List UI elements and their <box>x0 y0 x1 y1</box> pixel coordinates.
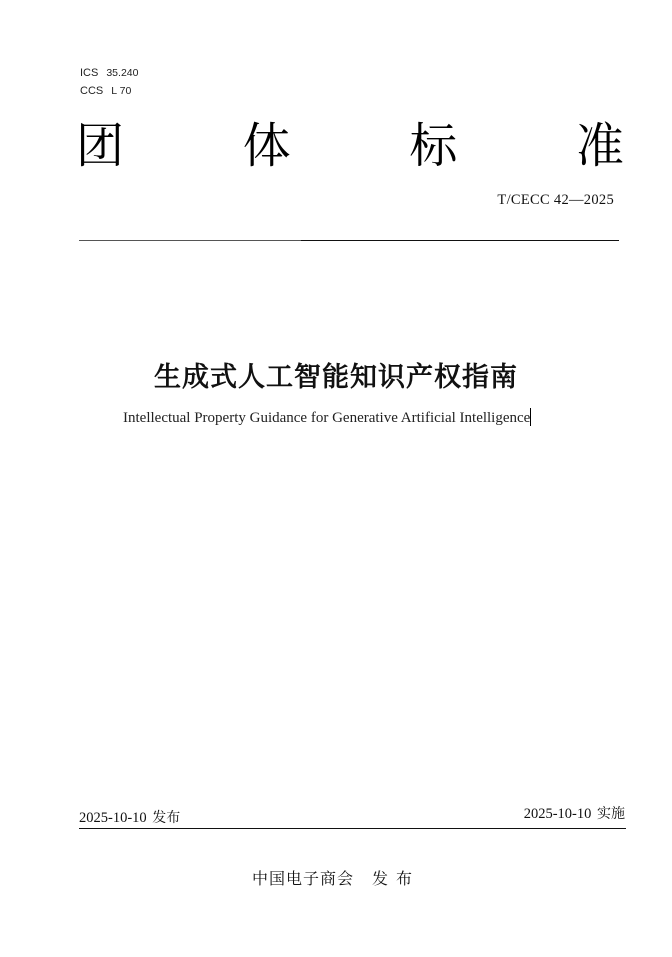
implement-date <box>524 803 625 823</box>
header-divider <box>79 240 619 241</box>
title-english-wrapper[interactable] <box>123 408 531 427</box>
standard-type-heading <box>76 118 624 174</box>
release-date <box>79 807 180 827</box>
publisher-line <box>0 866 672 889</box>
title-chinese: 生成式人工智能知识产权指南 <box>154 362 518 393</box>
implement-label: 实施 <box>597 806 625 822</box>
ccs-code: L 70 <box>111 85 132 97</box>
ics-code: 35.240 <box>106 67 139 79</box>
standard-type-char: 准 <box>575 118 624 174</box>
release-date-value: 2025-10-10 <box>79 810 147 826</box>
ccs-row <box>80 82 138 100</box>
ics-label: ICS <box>80 67 99 79</box>
ics-row <box>80 64 138 82</box>
standard-type-char: 体 <box>242 118 291 174</box>
text-cursor <box>530 408 531 426</box>
standard-type-char: 团 <box>76 118 125 174</box>
implement-date-value: 2025-10-10 <box>523 806 592 822</box>
classification-block <box>80 64 138 100</box>
release-label: 发布 <box>152 810 181 826</box>
date-row <box>79 804 625 828</box>
header-divider-bold-segment <box>301 240 619 241</box>
standard-type-char: 标 <box>409 118 458 174</box>
ccs-label: CCS <box>80 85 104 97</box>
footer-divider <box>79 828 626 829</box>
publisher-action: 发布 <box>372 869 421 888</box>
publisher-org: 中国电子商会 <box>251 869 354 888</box>
standard-number: T/CECC 42—2025 <box>497 192 614 208</box>
title-english[interactable]: Intellectual Property Guidance for Generative Artificial Intelligence <box>123 410 531 426</box>
